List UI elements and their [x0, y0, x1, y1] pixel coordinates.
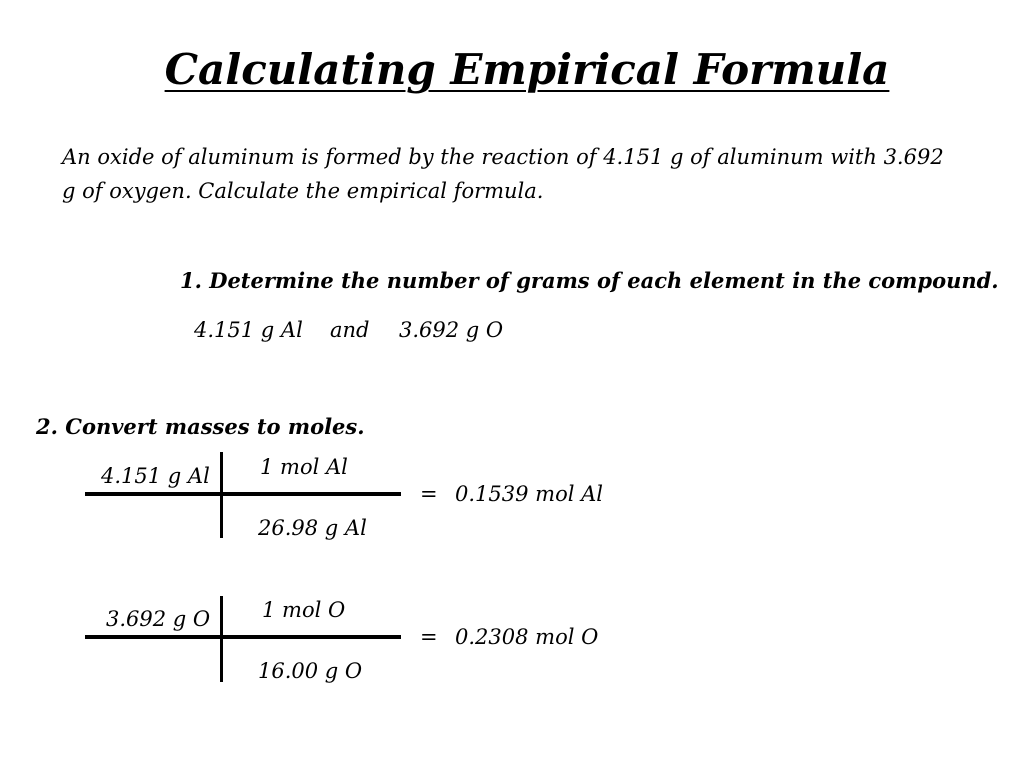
step-2-heading: 2. Convert masses to moles. — [36, 414, 365, 439]
equals-sign: = — [420, 482, 438, 506]
given-mass: 4.151 g Al — [101, 464, 210, 488]
denominator: 16.00 g O — [258, 659, 363, 683]
fraction-bar — [85, 492, 401, 496]
numerator: 1 mol Al — [260, 455, 348, 479]
problem-statement: An oxide of aluminum is formed by the reaction of 4.151 g of aluminum with 3.692 g of oxygen. Calculate the empirical formula. — [62, 145, 944, 203]
step-1-connector: and — [330, 318, 370, 342]
result-moles: 0.2308 mol O — [455, 625, 599, 649]
page-title: Calculating Empirical Formula — [164, 45, 890, 94]
step-1-heading: 1. Determine the number of grams of each element in the compound. — [180, 268, 999, 293]
step-1-mass-al: 4.151 g Al — [194, 318, 303, 342]
result-moles: 0.1539 mol Al — [455, 482, 603, 506]
step-1-mass-o: 3.692 g O — [399, 318, 504, 342]
numerator: 1 mol O — [262, 598, 346, 622]
equals-sign: = — [420, 625, 438, 649]
vertical-divider — [220, 596, 223, 682]
fraction-bar — [85, 635, 401, 639]
denominator: 26.98 g Al — [258, 516, 367, 540]
given-mass: 3.692 g O — [106, 607, 211, 631]
